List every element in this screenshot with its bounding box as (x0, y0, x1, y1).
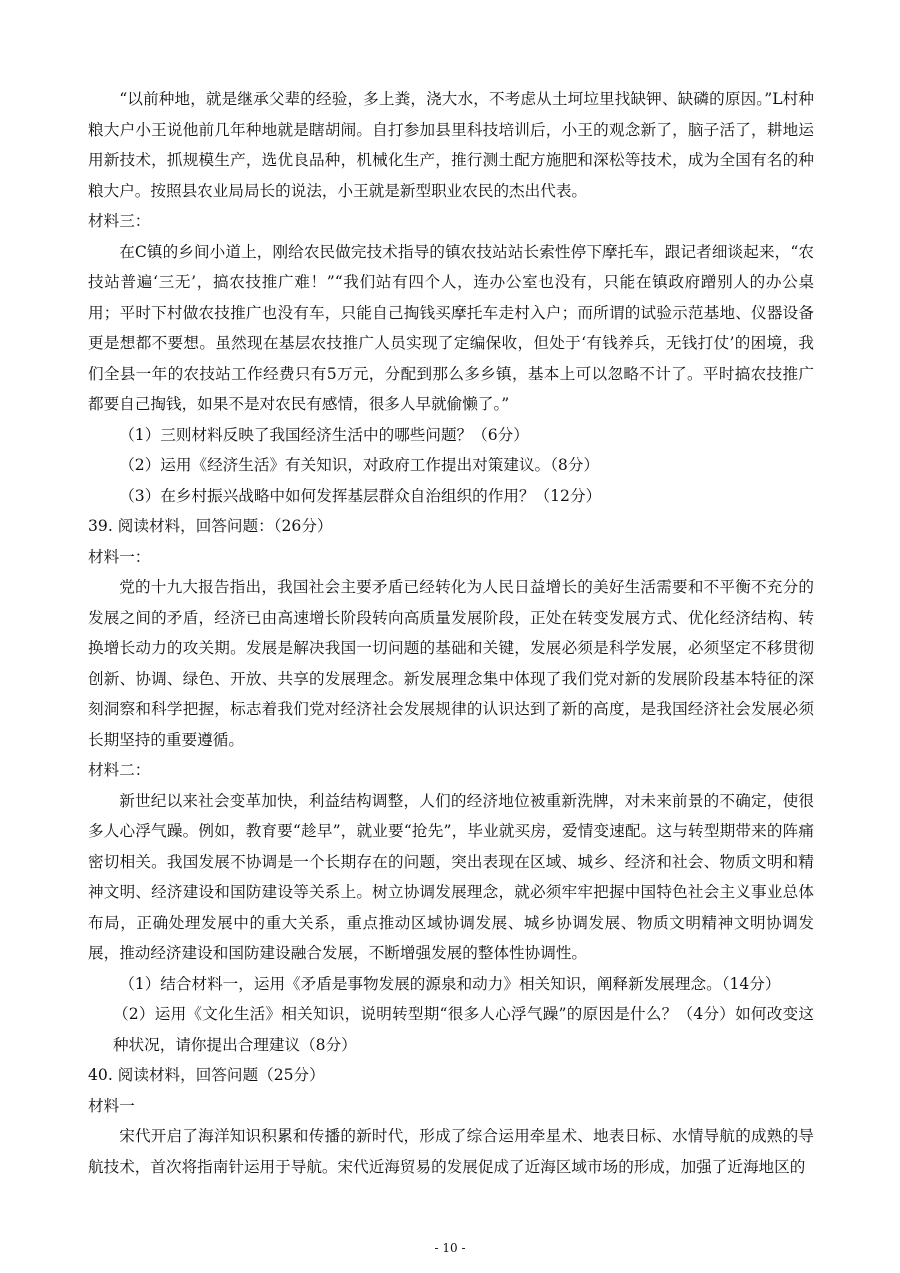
paragraph: “以前种地，就是继承父辈的经验，多上粪，浇大水，不考虑从土坷垃里找缺钾、缺磷的原因。”L村种粮大户小王说他前几年种地就是瞎胡闹。自打参加县里科技培训后，小王的观念新了，脑子活了，耕地运用新技术，抓规模生产，选优良品种，机械化生产，推行测土配方施肥和深松等技术，成为全国有名的种粮大户。按照县农业局局长的说法，小王就是新型职业农民的杰出代表。 (88, 90, 814, 200)
paragraph: 宋代开启了海洋知识积累和传播的新时代，形成了综合运用牵星术、地表日标、水情导航的成熟的导航技术，首次将指南针运用于导航。宋代近海贸易的发展促成了近海区域市场的形成，加强了近海地区的 (88, 1127, 814, 1176)
material-heading: 材料一： (88, 547, 151, 566)
material-heading: 材料三： (88, 212, 151, 230)
paragraph: 党的十九大报告指出，我国社会主要矛盾已经转化为人民日益增长的美好生活需要和不平衡不充分的发展之间的矛盾，经济已由高速增长阶段转向高质量发展阶段，正处在转变发展方式、优化经济结构、转换增长动力的攻关期。发展是解决我国一切问题的基础和关键，发展必须是科学发展，必须坚定不移贯彻创新、协调、绿色、开放、共享的发展理念。新发展理念集中体现了我们党对新的发展阶段基本特征的深刻洞察和科学把握，标志着我们党对经济社会发展规律的认识达到了新的高度，是我国经济社会发展必须长期坚持的重要遵循。 (88, 578, 814, 749)
document-body (88, 84, 814, 1182)
material-heading: 材料一 (88, 1096, 135, 1115)
paragraph: 新世纪以来社会变革加快，利益结构调整，人们的经济地位被重新洗牌，对未来前景的不确定，使很多人心浮气躁。例如，教育要“趁早”，就业要“抢先”，毕业就买房，爱情变速配。这与转型期带来的阵痛密切相关。我国发展不协调是一个长期存在的问题，突出表现在区域、城乡、经济和社会、物质文明和精神文明、经济建设和国防建设等关系上。树立协调发展理念，就必须牢牢把握中国特色社会主义事业总体布局，正确处理发展中的重大关系，重点推动区域协调发展、城乡协调发展、物质文明精神文明协调发展，推动经济建设和国防建设融合发展，不断增强发展的整体性协调性。 (88, 791, 814, 962)
question-item: （1）三则材料反映了我国经济生活中的哪些问题？（6分） (119, 425, 529, 444)
question-item: （2）运用《经济生活》有关知识，对政府工作提出对策建议。（8分） (119, 456, 600, 474)
paragraph: 在C镇的乡间小道上，刚给农民做完技术指导的镇农技站站长索性停下摩托车，跟记者细谈起来，“农技站普遍‘三无’，搞农技推广难！”“我们站有四个人，连办公室也没有，只能在镇政府蹭别人的办公桌用；平时下村做农技推广也没有车，只能自己掏钱买摩托车走村入户；而所谓的试验示范基地、仪器设备更是想都不要想。虽然现在基层农技推广人员实现了定编保收，但处于‘有钱养兵，无钱打仗’的困境，我们全县一年的农技站工作经费只有5万元，分配到那么多乡镇，基本上可以忽略不计了。平时搞农技推广都要自己掏钱，如果不是对农民有感情，很多人早就偷懒了。” (88, 242, 814, 413)
page-number: - 10 - (434, 1241, 466, 1255)
question-heading: 40. 阅读材料，回答问题（25分） (88, 1066, 325, 1084)
question-item: （3）在乡村振兴战略中如何发挥基层群众自治组织的作用？（12分） (119, 486, 602, 505)
question-item: （2）运用《文化生活》相关知识，说明转型期“很多人心浮气躁”的原因是什么？（4分）如何改变这种状况，请你提出合理建议（8分） (112, 1005, 814, 1054)
question-heading: 39. 阅读材料，回答问题：（26分） (88, 517, 333, 535)
material-heading: 材料二： (88, 761, 151, 779)
question-item: （1）结合材料一，运用《矛盾是事物发展的源泉和动力》相关知识，阐释新发展理念。（14分） (119, 974, 781, 993)
